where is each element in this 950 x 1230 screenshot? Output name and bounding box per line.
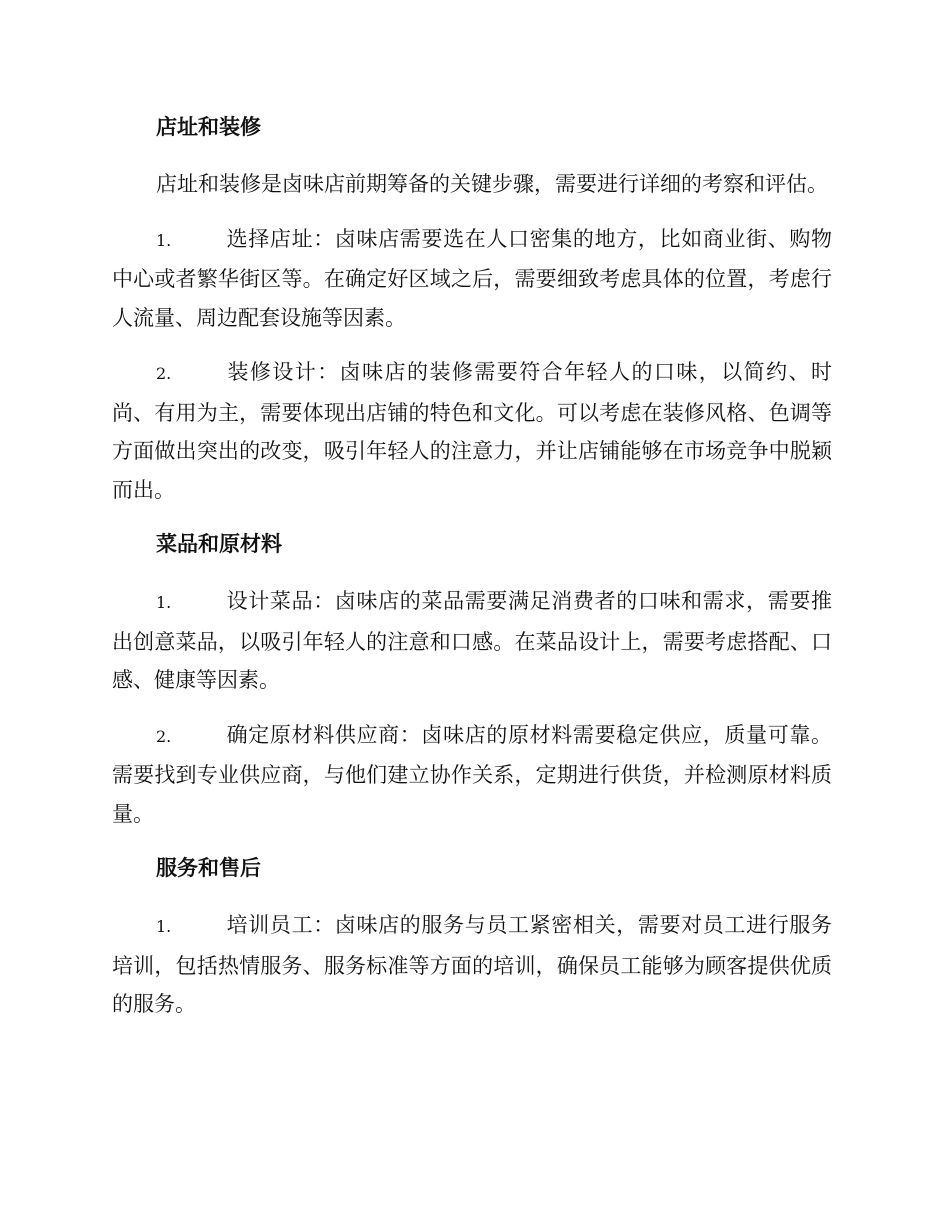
list-item-text: 设计菜品：卤味店的菜品需要满足消费者的口味和需求，需要推出创意菜品，以吸引年轻人的注意和口感。在菜品设计上，需要考虑搭配、口感、健康等因素。 — [112, 589, 832, 692]
list-item-text: 装修设计：卤味店的装修需要符合年轻人的口味，以简约、时尚、有用为主，需要体现出店铺的特色和文化。可以考虑在装修风格、色调等方面做出突出的改变，吸引年轻人的注意力，并让店铺能够在市场竞争中脱颖而出。 — [112, 360, 832, 502]
list-number: 1. — [156, 917, 172, 936]
section-heading-dishes: 菜品和原材料 — [156, 531, 282, 556]
list-item-text: 选择店址：卤味店需要选在人口密集的地方，比如商业街、购物中心或者繁华街区等。在确定好区域之后，需要细致考虑具体的位置，考虑行人流量、周边配套设施等因素。 — [112, 226, 832, 330]
section-heading-location: 店址和装修 — [156, 114, 261, 139]
section-heading-service: 服务和售后 — [156, 855, 261, 880]
list-item — [112, 220, 832, 338]
list-item — [112, 582, 832, 700]
section-intro-location: 店址和装修是卤味店前期筹备的关键步骤，需要进行详细的考察和评估。 — [156, 172, 828, 196]
list-number: 1. — [156, 230, 172, 250]
list-number: 1. — [156, 593, 172, 612]
document-body — [112, 108, 832, 1040]
list-number: 2. — [156, 726, 172, 746]
list-item — [112, 906, 832, 1024]
list-item — [112, 716, 832, 834]
list-number: 2. — [156, 364, 172, 383]
list-item-text: 确定原材料供应商：卤味店的原材料需要稳定供应，质量可靠。需要找到专业供应商，与他们建立协作关系，定期进行供货，并检测原材料质量。 — [112, 722, 832, 826]
list-item — [112, 353, 832, 509]
list-item-text: 培训员工：卤味店的服务与员工紧密相关，需要对员工进行服务培训，包括热情服务、服务标准等方面的培训，确保员工能够为顾客提供优质的服务。 — [112, 913, 832, 1016]
